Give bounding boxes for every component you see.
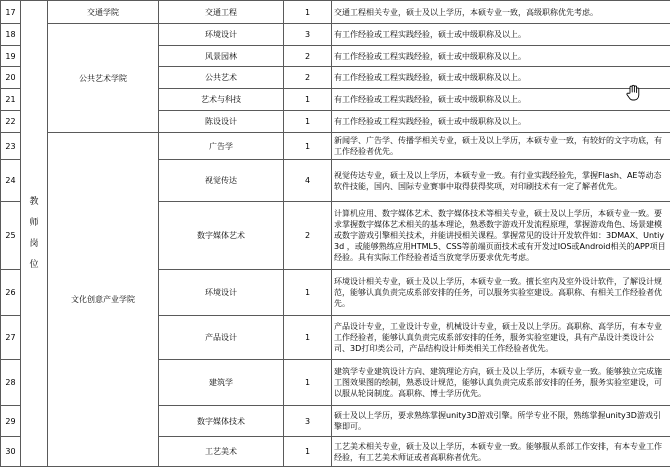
row-number: 21 — [1, 89, 21, 111]
position-cell: 产品设计 — [159, 316, 284, 360]
college-cell: 文化创意产业学院 — [48, 133, 159, 467]
requirement-cell: 工艺美术相关专业，硕士及以上学历，本硕专业一致。能够服从系部工作安排，有本专业工作经验，有工艺美术师证或者高职称者优先。 — [332, 437, 670, 467]
count-cell: 1 — [284, 270, 332, 316]
position-cell: 交通工程 — [159, 1, 284, 24]
count-cell: 1 — [284, 133, 332, 160]
row-number: 17 — [1, 1, 21, 24]
row-number: 20 — [1, 67, 21, 89]
requirement-cell: 视觉传达专业，硕士及以上学历，本硕专业一致。有行业实践经验先，掌握Flash、AE等动态软件技能，国内、国际专业赛事中取得获得奖项，对印刷技术有一定了解者优先。 — [332, 160, 670, 202]
row-number: 24 — [1, 160, 21, 202]
position-cell: 广告学 — [159, 133, 284, 160]
position-cell: 陈设设计 — [159, 111, 284, 133]
category-char: 师 — [21, 216, 47, 231]
requirement-cell: 计算机应用、数字媒体艺术、数字媒体技术等相关专业，硕士及以上学历，本硕专业一致。要求掌握数字媒体艺术相关的基本理论，熟悉数字游戏开发流程原理，掌握游戏角色、场景建模或数字游戏引擎相关技术，并能讲授相关课程。掌握常见的设计开发软件如：3DMAX、Untiy 3d ，或能够熟练应用HTML5、CSS等前端页面技术或有开发过IOS或Android相关的APP项目经验。具有实际工作经验者适当放宽学历要求优先考虑。 — [332, 202, 670, 270]
requirement-cell: 有工作经验或工程实践经验，硕士或中级职称及以上。 — [332, 46, 670, 67]
hand-cursor-icon — [624, 84, 642, 102]
row-number: 29 — [1, 406, 21, 437]
position-cell: 风景园林 — [159, 46, 284, 67]
row-number: 30 — [1, 437, 21, 467]
table-row — [1, 133, 670, 160]
row-number: 26 — [1, 270, 21, 316]
count-cell: 2 — [284, 202, 332, 270]
row-number: 18 — [1, 24, 21, 46]
requirement-cell: 有工作经验或工程实践经验，硕士或中级职称及以上。 — [332, 67, 670, 89]
count-cell: 1 — [284, 360, 332, 406]
college-cell: 交通学院 — [48, 1, 159, 24]
category-cell — [21, 1, 48, 467]
count-cell: 4 — [284, 160, 332, 202]
requirement-cell: 环境设计相关专业，硕士及以上学历，本硕专业一致。擅长室内及室外设计软件，了解设计规范，能够认真负责完成系部安排的任务，可以服务实验室建设。高职称、有相关工作经验者优先。 — [332, 270, 670, 316]
count-cell: 1 — [284, 437, 332, 467]
position-cell: 艺术与科技 — [159, 89, 284, 111]
category-char: 位 — [21, 258, 47, 273]
position-cell: 视觉传达 — [159, 160, 284, 202]
row-number: 19 — [1, 46, 21, 67]
count-cell: 2 — [284, 67, 332, 89]
row-number: 22 — [1, 111, 21, 133]
row-number: 25 — [1, 202, 21, 270]
count-cell: 3 — [284, 406, 332, 437]
category-char: 教 — [21, 195, 47, 210]
position-cell: 数字媒体技术 — [159, 406, 284, 437]
requirement-cell: 有工作经验或工程实践经验，硕士或中级职称及以上。 — [332, 111, 670, 133]
requirement-cell: 硕士及以上学历，要求熟练掌握unity3D游戏引擎。所学专业不限，熟练掌握unity3D游戏引擎即可。 — [332, 406, 670, 437]
college-cell: 公共艺术学院 — [48, 24, 159, 133]
count-cell: 2 — [284, 46, 332, 67]
table-row — [1, 1, 670, 24]
requirement-cell: 建筑学专业建筑设计方向、建筑理论方向，硕士及以上学历，本硕专业一致。能够独立完成施工图效果图的绘制，熟悉设计规范，能够认真负责完成系部安排的任务，服务实验室建设，可以服从轮岗制度。高职称、博士学历优先。 — [332, 360, 670, 406]
position-cell: 环境设计 — [159, 270, 284, 316]
row-number: 27 — [1, 316, 21, 360]
requirement-cell: 有工作经验或工程实践经验，硕士或中级职称及以上。 — [332, 89, 670, 111]
table-row — [1, 24, 670, 46]
position-cell: 工艺美术 — [159, 437, 284, 467]
row-number: 28 — [1, 360, 21, 406]
count-cell: 1 — [284, 316, 332, 360]
position-cell: 建筑学 — [159, 360, 284, 406]
count-cell: 1 — [284, 1, 332, 24]
category-char: 岗 — [21, 237, 47, 252]
position-cell: 公共艺术 — [159, 67, 284, 89]
requirement-cell: 交通工程相关专业，硕士及以上学历，本硕专业一致，高级职称优先考虑。 — [332, 1, 670, 24]
position-cell: 数字媒体艺术 — [159, 202, 284, 270]
count-cell: 3 — [284, 24, 332, 46]
count-cell: 1 — [284, 89, 332, 111]
position-cell: 环境设计 — [159, 24, 284, 46]
row-number: 23 — [1, 133, 21, 160]
requirement-cell: 新闻学、广告学、传播学相关专业，硕士及以上学历，本硕专业一致，有较好的文字功底，有工作经验者优先。 — [332, 133, 670, 160]
requirement-cell: 产品设计专业，工业设计专业，机械设计专业，硕士及以上学历。高职称、高学历，有本专业工作经验者，能够认真负责完成系部安排的任务，服务实验室建设，具有产品设计类设计公司、3D打印类公司，产品结构设计师类相关工作经验者优先。 — [332, 316, 670, 360]
count-cell: 1 — [284, 111, 332, 133]
requirement-cell: 有工作经验或工程实践经验，硕士或中级职称及以上。 — [332, 24, 670, 46]
